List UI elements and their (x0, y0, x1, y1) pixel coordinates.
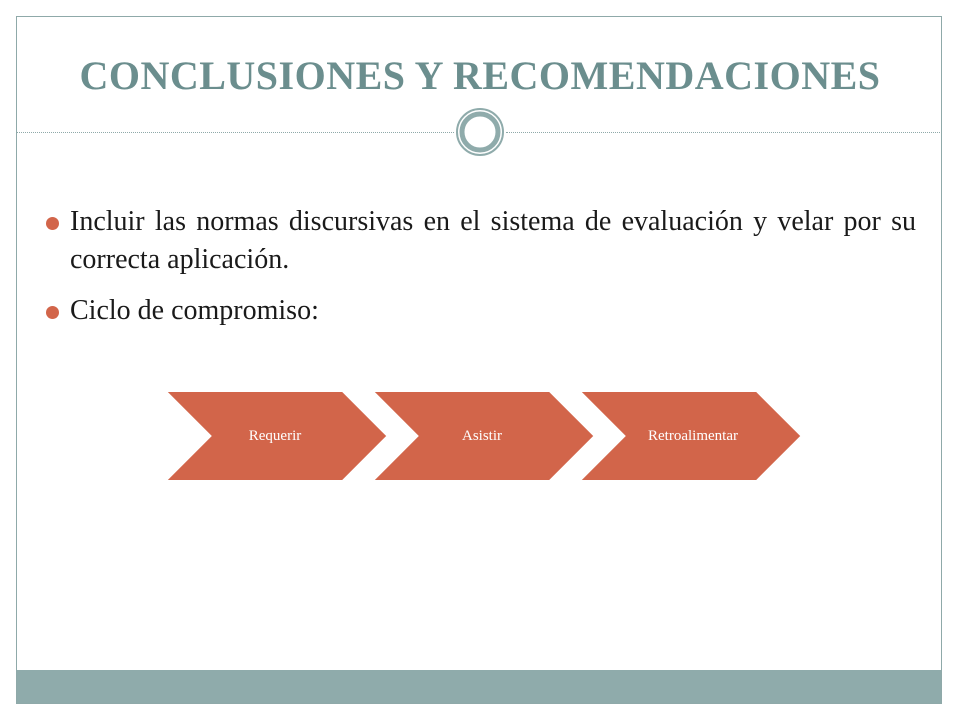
chevron-step-retroalimentar (577, 390, 803, 482)
ring-ornament-icon (455, 107, 505, 157)
title-divider-right (506, 132, 942, 133)
chevron-label: Asistir (461, 428, 502, 444)
process-chevrons (163, 390, 803, 482)
bullet-item (46, 292, 916, 330)
chevron-step-requerir (163, 390, 389, 482)
bullet-text: Ciclo de compromiso: (70, 295, 319, 326)
chevron-step-asistir (370, 390, 596, 482)
bullet-dot-icon (46, 306, 59, 319)
bullet-list (46, 203, 916, 343)
chevron-label: Requerir (248, 428, 302, 444)
chevron-label: Retroalimentar (648, 428, 738, 444)
slide-title: CONCLUSIONES Y RECOMENDACIONES (79, 53, 881, 98)
bullet-item (46, 203, 916, 279)
title-divider-left (17, 132, 454, 133)
footer-band (17, 670, 941, 703)
bullet-dot-icon (46, 217, 59, 230)
bullet-text: Incluir las normas discursivas en el sistema de evaluación y velar por su correcta aplicación. (70, 206, 916, 275)
